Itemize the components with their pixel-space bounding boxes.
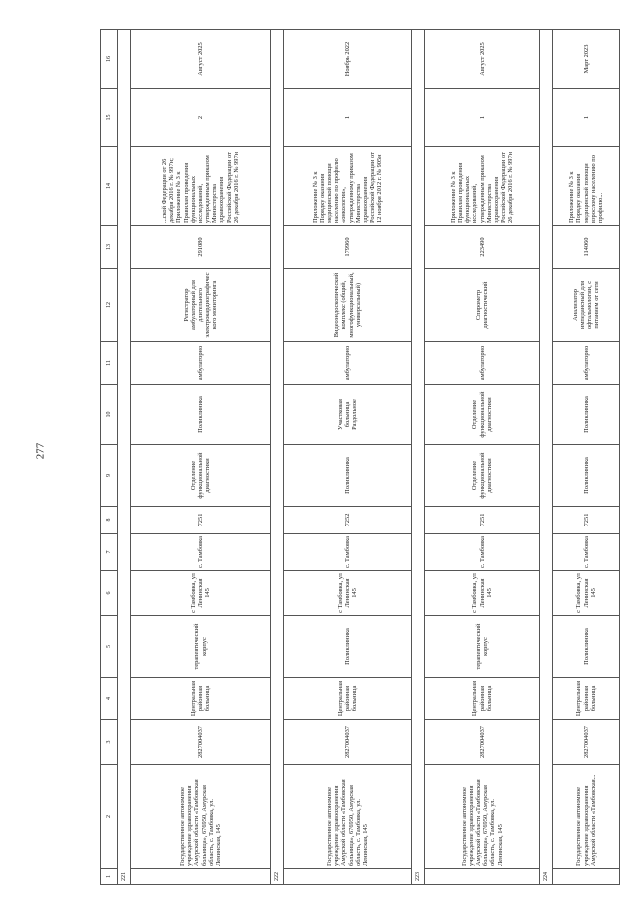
cell-address: с Тамбовка, ул Ленинская 145 <box>553 571 620 616</box>
cell-device: Видеоэндоскопический комплекс (общий, многофункциональный, универсальный) <box>284 269 412 342</box>
cell-type: амбулаторно <box>131 342 271 385</box>
rotated-table-container <box>100 30 620 885</box>
cell-org: Государственное автономное учреждение здравоохранения Амурской области «Тамбовская больница», 676950, Амурская область, с. Тамбовка, ул. Ленинская, 145 <box>131 765 271 869</box>
column-number: 5 <box>101 616 118 678</box>
cell-qty: 2 <box>131 89 271 147</box>
cell-unit2: Участковая больница Раздольное <box>284 385 412 445</box>
cell-date: Август 2025 <box>424 30 540 89</box>
cell-type: амбулаторно <box>424 342 540 385</box>
cell-basis: Приложение № 3 к Порядку оказания медицинской помощи населению по профилю «онкология», утвержденному приказом Министерства здравоохранения Российской Федерации от 12 ноября 2012 г. № 905н <box>284 147 412 226</box>
cell-code: 223490 <box>424 226 540 269</box>
cell-inn: 2827004037 <box>553 720 620 765</box>
cell-unit1: Отделение функциональной диагностики <box>424 445 540 507</box>
table-row <box>424 30 540 885</box>
row-index-cell <box>424 869 540 885</box>
row-index-cell <box>131 869 271 885</box>
cell-date: Ноябрь 2022 <box>284 30 412 89</box>
row-number: 222 <box>271 30 284 885</box>
cell-unit2: Отделение функциональной диагностики <box>424 385 540 445</box>
column-number: 14 <box>101 147 118 226</box>
cell-unit2: Поликлиника <box>131 385 271 445</box>
cell-type: амбулаторно <box>553 342 620 385</box>
cell-locality: с. Тамбовка <box>284 534 412 571</box>
cell-qty: 1 <box>424 89 540 147</box>
cell-unit2: Поликлиника <box>553 385 620 445</box>
column-number: 12 <box>101 269 118 342</box>
column-number: 8 <box>101 507 118 534</box>
column-number: 15 <box>101 89 118 147</box>
cell-postcode: 7251 <box>553 507 620 534</box>
cell-date: Март 2023 <box>553 30 620 89</box>
cell-inn: 2827004037 <box>424 720 540 765</box>
cell-qty: 1 <box>284 89 412 147</box>
cell-address: с Тамбовка, ул Ленинская 145 <box>424 571 540 616</box>
cell-device: Регистратор амбулаторный для длительного электрокардиографического мониторинга <box>131 269 271 342</box>
column-number-row <box>101 30 118 885</box>
column-number: 6 <box>101 571 118 616</box>
equipment-table <box>100 29 620 885</box>
cell-date: Август 2025 <box>131 30 271 89</box>
column-number: 1 <box>101 869 118 885</box>
cell-basis: ...ской Федерации от 26 декабря 2016 г. № 997н; Приложение № 3 к Правилам проведения функциональных исследований, утвержденным приказом Министерства здравоохранения Российской Федерации от 26 декабря 2016 г. № 997н <box>131 147 271 226</box>
cell-code: 291080 <box>131 226 271 269</box>
column-number: 11 <box>101 342 118 385</box>
cell-locality: с. Тамбовка <box>131 534 271 571</box>
cell-building: терапевтический корпус <box>131 616 271 678</box>
page-number: 277 <box>34 442 47 460</box>
cell-org: Государственное автономное учреждение здравоохранения Амурской области «Тамбовская больница», 676950, Амурская область, с. Тамбовка, ул. Ленинская, 145 <box>284 765 412 869</box>
row-number: 224 <box>540 30 553 885</box>
row-index-cell <box>284 869 412 885</box>
cell-dept: Центральная районная больница <box>131 678 271 720</box>
cell-type: амбулаторно <box>284 342 412 385</box>
cell-locality: с. Тамбовка <box>424 534 540 571</box>
cell-inn: 2827004037 <box>131 720 271 765</box>
cell-building: Поликлиника <box>284 616 412 678</box>
cell-inn: 2827004037 <box>284 720 412 765</box>
row-number-line <box>118 30 131 885</box>
cell-basis: Приложение № 3 к Порядку оказания медицинской помощи взрослому населению по профилю... <box>553 147 620 226</box>
cell-org: Государственное автономное учреждение здравоохранения Амурской области «Тамбовская больница», 676950, Амурская область, с. Тамбовка, ул. Ленинская, 145 <box>424 765 540 869</box>
column-number: 9 <box>101 445 118 507</box>
cell-code: 179960 <box>284 226 412 269</box>
row-number-line <box>411 30 424 885</box>
column-number: 2 <box>101 765 118 869</box>
cell-building: Поликлиника <box>553 616 620 678</box>
cell-code: 114060 <box>553 226 620 269</box>
column-number: 3 <box>101 720 118 765</box>
cell-unit1: Поликлиника <box>553 445 620 507</box>
row-index-cell <box>553 869 620 885</box>
cell-org: Государственное автономное учреждение здравоохранения Амурской области «Тамбовская... <box>553 765 620 869</box>
table-row <box>284 30 412 885</box>
cell-locality: с. Тамбовка <box>553 534 620 571</box>
cell-unit1: Отделение функциональной диагностики <box>131 445 271 507</box>
cell-address: с Тамбовка, ул Ленинская 145 <box>284 571 412 616</box>
cell-dept: Центральная районная больница <box>424 678 540 720</box>
cell-postcode: 7251 <box>131 507 271 534</box>
cell-postcode: 7251 <box>424 507 540 534</box>
cell-address: с Тамбовка, ул Ленинская 145 <box>131 571 271 616</box>
column-number: 7 <box>101 534 118 571</box>
row-number: 223 <box>411 30 424 885</box>
cell-unit1: Поликлиника <box>284 445 412 507</box>
column-number: 13 <box>101 226 118 269</box>
cell-basis: Приложение № 3 к Правилам проведения функциональных исследований, утвержденным приказом Министерства здравоохранения Российской Федерации от 26 декабря 2016 г. № 997н <box>424 147 540 226</box>
cell-device: Спирометр диагностический <box>424 269 540 342</box>
cell-dept: Центральная районная больница <box>553 678 620 720</box>
column-number: 10 <box>101 385 118 445</box>
table-row <box>131 30 271 885</box>
table-row <box>553 30 620 885</box>
cell-dept: Центральная районная больница <box>284 678 412 720</box>
row-number-line <box>540 30 553 885</box>
column-number: 16 <box>101 30 118 89</box>
column-number: 4 <box>101 678 118 720</box>
cell-building: терапевтический корпус <box>424 616 540 678</box>
cell-device: Анализатор импедансный для офтальмологии, с питанием от сети <box>553 269 620 342</box>
cell-postcode: 7252 <box>284 507 412 534</box>
row-number-line <box>271 30 284 885</box>
row-number: 221 <box>118 30 131 885</box>
cell-qty: 1 <box>553 89 620 147</box>
